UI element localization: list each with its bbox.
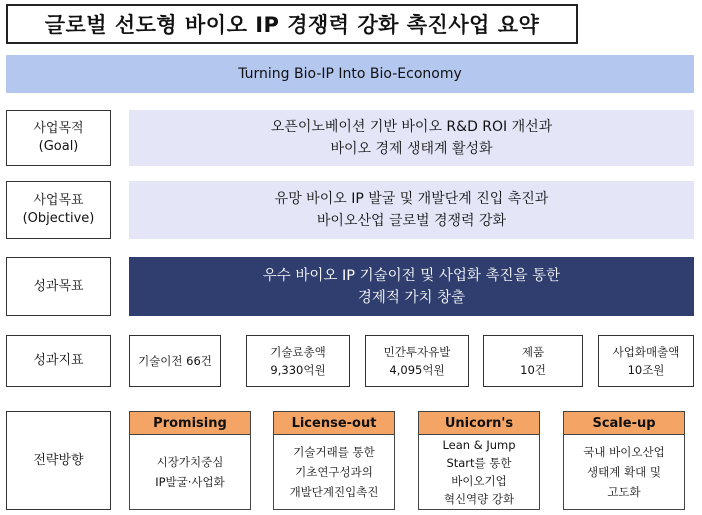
kpi-private-investment — [365, 335, 469, 387]
goal-label-en: (Goal) — [38, 139, 79, 154]
strategy-head: Scale-up — [564, 412, 684, 435]
goal-content — [129, 110, 694, 166]
kpi-sales — [598, 335, 694, 387]
strategy-label — [6, 411, 111, 510]
outcome-line-2: 경제적 가치 창출 — [357, 289, 466, 306]
strategy-scale-up — [563, 411, 685, 510]
strategy-line: IP발굴·사업화 — [155, 475, 225, 489]
goal-label-ko: 사업목적 — [33, 121, 84, 136]
strategy-body — [419, 435, 539, 509]
kpi-line-1: 기술이전 66건 — [138, 354, 212, 368]
kpi-line-1: 기술료총액 — [270, 345, 326, 359]
strategy-head: Promising — [130, 412, 250, 435]
strategy-body — [564, 435, 684, 509]
kpi-line-2: 10조원 — [627, 363, 665, 377]
strategy-line: 개발단계진입촉진 — [289, 485, 379, 499]
objective-content — [129, 181, 694, 239]
strategy-line: Lean & Jump — [442, 438, 516, 452]
strategy-head: License-out — [274, 412, 394, 435]
objective-label-en: (Objective) — [22, 211, 95, 226]
goal-line-2: 바이오 경제 생태계 활성화 — [330, 141, 493, 157]
outcome-label-ko: 성과목표 — [33, 278, 84, 294]
outcome-line-1: 우수 바이오 IP 기술이전 및 사업화 촉진을 통한 — [262, 267, 561, 284]
strategy-label-ko: 전략방향 — [33, 452, 84, 468]
vision-banner: Turning Bio-IP Into Bio-Economy — [6, 55, 694, 93]
objective-label-ko: 사업목표 — [33, 193, 84, 208]
strategy-line: 기초연구성과의 — [295, 465, 373, 479]
strategy-head: Unicorn's — [419, 412, 539, 435]
strategy-body — [274, 435, 394, 509]
strategy-line: 바이오기업 — [451, 474, 507, 488]
strategy-line: 고도화 — [607, 485, 641, 499]
strategy-line: 국내 바이오산업 — [583, 445, 665, 459]
outcome-content — [129, 257, 694, 316]
goal-line-1: 오픈이노베이션 기반 바이오 R&D ROI 개선과 — [270, 119, 553, 135]
objective-line-2: 바이오산업 글로벌 경쟁력 강화 — [316, 213, 507, 229]
objective-label — [6, 181, 111, 239]
kpi-tech-transfer — [129, 335, 221, 387]
kpi-line-2: 9,330억원 — [270, 363, 326, 377]
strategy-line: Start를 통한 — [446, 456, 512, 470]
objective-line-1: 유망 바이오 IP 발굴 및 개발단계 진입 촉진과 — [274, 191, 549, 207]
kpi-line-2: 10건 — [520, 363, 546, 377]
strategy-line: 시장가치중심 — [156, 455, 224, 469]
strategy-unicorns — [418, 411, 540, 510]
strategy-body — [130, 435, 250, 509]
kpi-line-1: 사업화매출액 — [612, 345, 680, 359]
kpi-royalty — [246, 335, 350, 387]
strategy-promising — [129, 411, 251, 510]
kpi-line-1: 민간투자유발 — [383, 345, 451, 359]
strategy-license-out — [273, 411, 395, 510]
kpi-line-1: 제품 — [521, 345, 545, 359]
strategy-line: 기술거래를 통한 — [293, 445, 375, 459]
kpi-line-2: 4,095억원 — [389, 363, 445, 377]
goal-label — [6, 110, 111, 166]
strategy-line: 생태계 확대 및 — [587, 465, 661, 479]
outcome-label — [6, 257, 111, 316]
strategy-line: 혁신역량 강화 — [443, 492, 515, 506]
page-title: 글로벌 선도형 바이오 IP 경쟁력 강화 촉진사업 요약 — [6, 4, 578, 44]
kpi-label-ko: 성과지표 — [33, 353, 84, 368]
kpi-products — [483, 335, 583, 387]
kpi-label — [6, 335, 111, 387]
